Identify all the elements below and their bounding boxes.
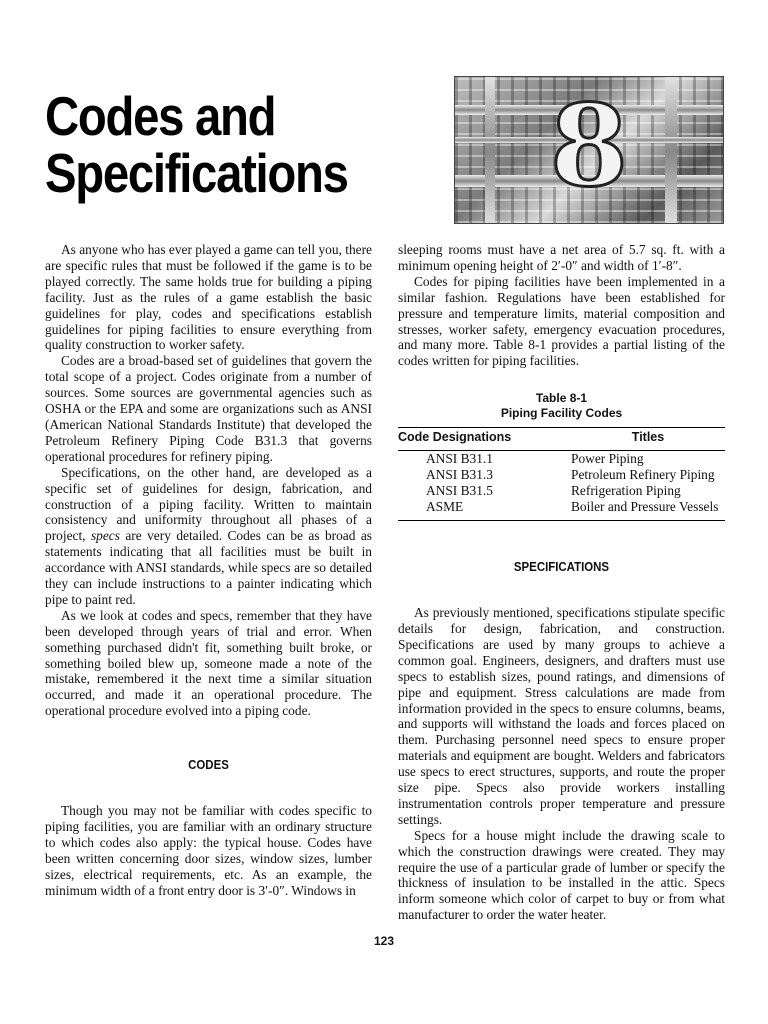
table-row [398,467,725,483]
chapter-number: 8 [550,81,628,212]
paragraph: Though you may not be familiar with codes specific to piping facilities, you are familiar with an ordinary structure to which codes also apply: the typical house. Codes have been written concerning door sizes, window sizes, lumber sizes, electrical requirements, etc. As an example, the minimum width of a front entry door is 3′-0″. Windows in [45,803,372,898]
italic-term: specs [90,528,120,544]
table-cell-title: Power Piping [571,451,644,467]
section-heading-codes: CODES [188,757,229,773]
table-row [398,499,725,521]
table-caption: Piping Facility Codes [500,406,623,421]
table-row [398,483,725,499]
chapter-title [45,85,348,204]
table-header-code: Code Designations [398,428,571,451]
section-heading-specifications: SPECIFICATIONS [513,559,610,575]
table-cell-title: Boiler and Pressure Vessels [571,499,725,521]
table-cell-title: Petroleum Refinery Piping [571,467,715,483]
chapter-title-line1: Codes and [45,85,276,147]
table-header-title: Titles [571,428,725,451]
page-number: 123 [373,934,395,948]
table-cell-code: ANSI B31.5 [426,483,493,499]
table-cell-title: Refrigeration Piping [571,483,681,499]
paragraph: As anyone who has ever played a game can tell you, there are specific rules that must be followed if the game is to be played correctly. The same holds true for building a piping facility. Just as the rules of a game establish the basic guidelines for play, codes and specifications establish guidelines for piping facilities to ensure everything from quality construction to worker safety. [45,242,372,353]
paragraph: Specifications, on the other hand, are developed as a specific set of guidelines for design, fabrication, and construction of a piping facility. Written to maintain consistency and uniformity throughout all phases of a project, specs are very detailed. Codes can be as broad as statements indicating that all facilities must be built in accordance with ANSI standards, while specs are so detailed they can include instructions to a painter indicating which pipe to paint red. [45,464,372,607]
chapter-opener-image [454,76,724,224]
table-label: Table 8-1 [535,391,588,406]
chapter-title-line2: Specifications [45,142,348,204]
table-cell-code: ASME [398,499,571,521]
paragraph: As previously mentioned, specifications stipulate specific details for design, fabrication, and construction. Specifications are used by many groups to achieve a common goal. Engineers, designers, and drafters must use specs to establish sizes, pound ratings, and dimensions of pipe and equipment. Stress calculations are made from information provided in the specs to ensure columns, beams, and supports will withstand the loads and forces placed on them. Purchasing personnel need specs to ensure proper materials and equipment are bought. Welders and fabricators use specs to erect structures, supports, and route the proper size pipe. Specs also provide workers installing instrumentation controls proper temperature and pressure settings. [398,605,725,827]
paragraph: Specs for a house might include the drawing scale to which the construction drawings were created. They may require the use of a particular grade of lumber or specify the thickness of insulation to be installed in the attic. Specs inform someone which color of carpet to buy or from what manufacturer to order the water heater. [398,827,725,923]
paragraph: sleeping rooms must have a net area of 5.7 sq. ft. with a minimum opening height of 2′-0″ and width of 1′-8″. [398,242,725,273]
right-column [398,242,725,923]
table-cell-code: ANSI B31.3 [426,467,493,483]
paragraph: Codes are a broad-based set of guidelines that govern the total scope of a project. Codes originate from a number of sources. Some sources are governmental agencies such as OSHA or the EPA and some are organizations such as ANSI (American National Standards Institute) that developed the Petroleum Refinery Piping Code B31.3 that governs operational procedures for refinery piping. [45,353,372,464]
left-column [45,242,372,899]
paragraph: As we look at codes and specs, remember that they have been developed through years of trial and error. When something purchased didn't fit, something built broke, or something boiled blew up, someone made a note of the mistake, remembered it the next time a similar situation occurred, and made it an operational procedure. The operational procedure evolved into a piping code. [45,607,372,719]
paragraph: Codes for piping facilities have been implemented in a similar fashion. Regulations have been established for pressure and temperature limits, material composition and stresses, worker safety, emergency evacuation procedures, and many more. Table 8-1 provides a partial listing of the codes written for piping facilities. [398,273,725,369]
codes-table [398,391,725,521]
table-row [398,451,725,468]
table-cell-code: ANSI B31.1 [426,451,493,467]
